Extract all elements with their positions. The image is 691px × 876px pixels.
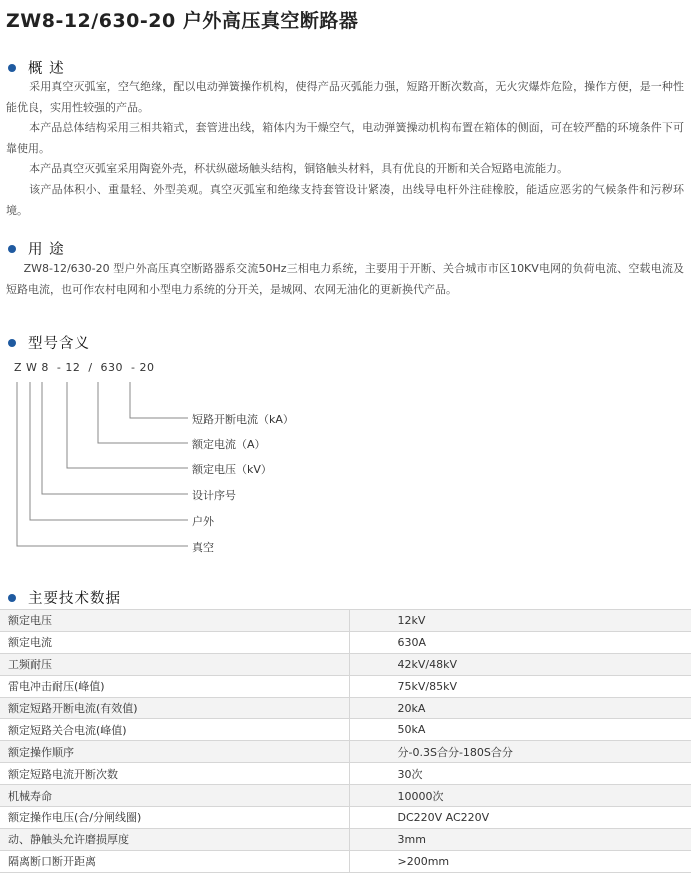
line-vacuum bbox=[17, 382, 188, 546]
spec-name: 额定操作顺序 bbox=[0, 741, 349, 763]
overview-heading-text: 概 述 bbox=[28, 61, 65, 77]
line-outdoor bbox=[30, 382, 188, 520]
spec-name: 额定短路电流开断次数 bbox=[0, 763, 349, 785]
model-label-vacuum: 真空 bbox=[192, 541, 214, 554]
usage-paragraph: ZW8-12/630-20 型户外高压真空断路器系交流50Hz三相电力系统，主要用于开断、关合城市市区10KV电网的负荷电流、空载电流及短路电流，也可作农村电网和小型电力系统的分开关，是城网、农网无油化的更新换代产品。 bbox=[6, 262, 684, 296]
table-row bbox=[0, 610, 691, 632]
table-row bbox=[0, 631, 691, 653]
model-label-design-number: 设计序号 bbox=[192, 489, 236, 502]
spec-name: 雷电冲击耐压(峰值) bbox=[0, 675, 349, 697]
table-row bbox=[0, 828, 691, 850]
overview-paragraph-2: 本产品总体结构采用三相共箱式，套管进出线，箱体内为干燥空气，电动弹簧操动机构布置在箱体的侧面，可在较严酷的环境条件下可靠使用。 bbox=[6, 121, 684, 155]
line-design-number bbox=[42, 382, 188, 494]
model-label-rated-voltage: 额定电压（kV） bbox=[192, 463, 272, 476]
table-row bbox=[0, 741, 691, 763]
overview-paragraph-1: 采用真空灭弧室，空气绝缘，配以电动弹簧操作机构，使得产品灭弧能力强，短路开断次数高，无火灾爆炸危险，操作方便，是一种性能优良，实用性较强的产品。 bbox=[6, 80, 684, 114]
line-breaking-current bbox=[130, 382, 188, 418]
spec-value: 分-0.3S合分-180S合分 bbox=[349, 741, 691, 763]
model-label-rated-current: 额定电流（A） bbox=[192, 438, 266, 451]
model-label-breaking-current: 短路开断电流（kA） bbox=[192, 413, 294, 426]
table-row bbox=[0, 697, 691, 719]
table-row bbox=[0, 719, 691, 741]
specs-heading-text: 主要技术数据 bbox=[28, 591, 121, 607]
spec-value: 3mm bbox=[349, 828, 691, 850]
overview-paragraph-3: 本产品真空灭弧室采用陶瓷外壳，杯状纵磁场触头结构，铜铬触头材料，具有优良的开断和关合短路电流能力。 bbox=[29, 162, 569, 175]
spec-name: 额定短路关合电流(峰值) bbox=[0, 719, 349, 741]
spec-value: 30次 bbox=[349, 763, 691, 785]
spec-name: 额定电流 bbox=[0, 631, 349, 653]
overview-paragraph-4: 该产品体积小、重量轻、外型美观。真空灭弧室和绝缘支持套管设计紧凑，出线导电杆外注硅橡胶，能适应恶劣的气候条件和污秽环境。 bbox=[6, 183, 684, 217]
spec-name: 额定短路开断电流(有效值) bbox=[0, 697, 349, 719]
spec-value: 10000次 bbox=[349, 785, 691, 807]
page-title: ZW8-12/630-20 户外高压真空断路器 bbox=[6, 10, 359, 32]
table-row bbox=[0, 675, 691, 697]
table-row bbox=[0, 850, 691, 872]
spec-name: 机械寿命 bbox=[0, 785, 349, 807]
spec-value: 42kV/48kV bbox=[349, 653, 691, 675]
spec-name: 工频耐压 bbox=[0, 653, 349, 675]
table-row bbox=[0, 763, 691, 785]
spec-value: >200mm bbox=[349, 850, 691, 872]
model-label-outdoor: 户外 bbox=[192, 515, 214, 528]
line-rated-current bbox=[98, 382, 188, 443]
table-row bbox=[0, 807, 691, 829]
spec-name: 动、静触头允许磨损厚度 bbox=[0, 828, 349, 850]
spec-name: 额定操作电压(合/分闸线圈) bbox=[0, 807, 349, 829]
spec-name: 隔离断口断开距离 bbox=[0, 850, 349, 872]
bullet-icon bbox=[8, 594, 16, 602]
spec-value: 630A bbox=[349, 631, 691, 653]
spec-value: 75kV/85kV bbox=[349, 675, 691, 697]
usage-heading-text: 用 途 bbox=[28, 242, 65, 258]
spec-value: 12kV bbox=[349, 610, 691, 632]
line-rated-voltage bbox=[67, 382, 188, 468]
table-row bbox=[0, 785, 691, 807]
spec-value: DC220V AC220V bbox=[349, 807, 691, 829]
table-row bbox=[0, 653, 691, 675]
model-heading-text: 型号含义 bbox=[28, 336, 90, 352]
model-code: Z W 8 - 12 / 630 - 20 bbox=[14, 361, 155, 374]
specs-heading bbox=[8, 587, 121, 608]
spec-value: 50kA bbox=[349, 719, 691, 741]
spec-value: 20kA bbox=[349, 697, 691, 719]
spec-name: 额定电压 bbox=[0, 610, 349, 632]
spec-table bbox=[0, 609, 691, 873]
